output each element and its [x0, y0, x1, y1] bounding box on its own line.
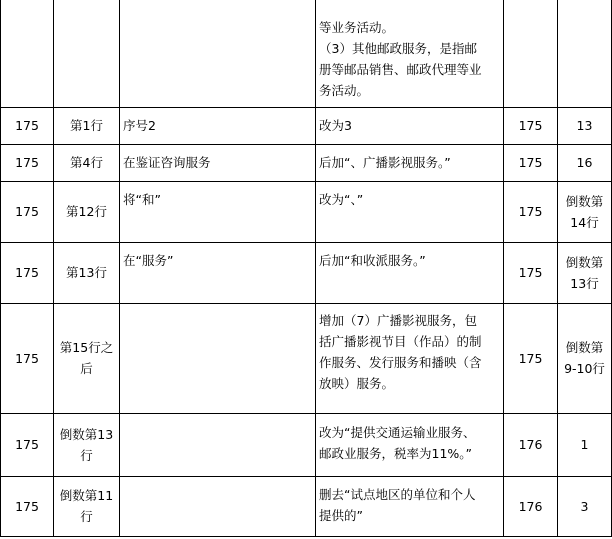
table-row [1, 242, 612, 303]
new-line-text: 倒数第 [565, 254, 604, 270]
new-line-cell [558, 476, 612, 536]
new-page-cell: 175 [504, 144, 558, 181]
revision-line: 等业务活动。 [319, 19, 395, 35]
new-line-text: 倒数第 [565, 340, 604, 355]
revision-cell [316, 242, 504, 303]
original-cell: 在“服务” [120, 242, 316, 303]
revision-cell [316, 413, 504, 476]
new-line-cell [558, 242, 612, 303]
page-cell: 175 [1, 242, 54, 303]
line-text: 倒数第13 [59, 426, 114, 442]
new-page-cell: 175 [504, 242, 558, 303]
page-cell: 175 [1, 476, 54, 536]
line-cell [54, 242, 120, 303]
original-cell [120, 0, 316, 107]
table-row [1, 107, 612, 144]
table-row [1, 144, 612, 181]
line-text: 行 [80, 509, 93, 524]
table-row [1, 413, 612, 476]
new-page-cell: 176 [504, 413, 558, 476]
revision-line: 提供的” [319, 507, 363, 523]
page-cell: 175 [1, 303, 54, 413]
revision-cell [316, 476, 504, 536]
new-line-text: 16 [576, 155, 593, 170]
new-line-text: 1 [580, 437, 589, 452]
table-row [1, 476, 612, 536]
line-text: 第15行之 [59, 340, 114, 355]
original-cell: 序号2 [120, 107, 316, 144]
line-cell [54, 0, 120, 107]
original-cell [120, 476, 316, 536]
revision-cell [316, 181, 504, 242]
new-page-cell: 176 [504, 476, 558, 536]
new-line-cell [558, 303, 612, 413]
original-cell [120, 303, 316, 413]
revision-line: 后加“和收派服务。” [319, 252, 426, 268]
new-line-text: 9-10行 [564, 361, 605, 376]
page-cell: 175 [1, 181, 54, 242]
new-line-text: 14行 [570, 214, 599, 230]
line-text: 第4行 [70, 155, 103, 170]
new-line-text: 13 [576, 118, 593, 133]
page-cell [1, 0, 54, 107]
revision-line: 增加（7）广播影视服务，包 [319, 312, 477, 328]
revision-cell [316, 107, 504, 144]
revision-line: 删去“试点地区的单位和个人 [319, 486, 476, 502]
new-page-cell [504, 0, 558, 107]
table-row [1, 0, 612, 107]
revision-line: 括广播影视节目（作品）的制 [319, 333, 482, 349]
new-page-cell: 175 [504, 107, 558, 144]
revision-cell [316, 0, 504, 107]
revision-cell [316, 144, 504, 181]
line-text: 第13行 [66, 265, 107, 280]
new-line-text: 倒数第 [565, 193, 604, 209]
new-line-cell [558, 181, 612, 242]
line-cell [54, 107, 120, 144]
original-cell [120, 413, 316, 476]
revision-line: 作服务、发行服务和播映（含 [319, 354, 482, 370]
revision-line: 改为3 [319, 117, 352, 133]
new-line-cell [558, 107, 612, 144]
revision-cell [316, 303, 504, 413]
line-text: 倒数第11 [59, 488, 114, 503]
original-cell: 在鉴证咨询服务 [120, 144, 316, 181]
line-cell [54, 181, 120, 242]
revision-line: 放映）服务。 [319, 375, 395, 391]
line-text: 第1行 [70, 118, 103, 133]
revision-line: 务活动。 [319, 82, 370, 98]
line-text: 行 [80, 447, 93, 463]
revision-line: 改为“、” [319, 191, 364, 207]
original-cell: 将“和” [120, 181, 316, 242]
line-cell [54, 413, 120, 476]
table-row [1, 181, 612, 242]
revision-line: 后加“、广播影视服务。” [319, 154, 451, 170]
line-text: 后 [80, 361, 93, 376]
revision-line: 册等邮品销售、邮政代理等业 [319, 61, 482, 77]
new-page-cell: 175 [504, 303, 558, 413]
new-line-cell [558, 0, 612, 107]
line-text: 第12行 [66, 204, 107, 219]
new-line-cell [558, 413, 612, 476]
revision-line: 改为“提供交通运输业服务、 [319, 424, 476, 440]
line-cell [54, 144, 120, 181]
new-line-text: 13行 [570, 275, 599, 291]
new-line-cell [558, 144, 612, 181]
new-line-text: 3 [580, 498, 589, 514]
table-row [1, 303, 612, 413]
page-cell: 175 [1, 144, 54, 181]
line-cell [54, 303, 120, 413]
revision-line: （3）其他邮政服务，是指邮 [319, 40, 477, 56]
page-cell: 175 [1, 107, 54, 144]
new-page-cell: 175 [504, 181, 558, 242]
line-cell [54, 476, 120, 536]
page-cell: 175 [1, 413, 54, 476]
revision-line: 邮政业服务，税率为11%。” [319, 445, 473, 461]
